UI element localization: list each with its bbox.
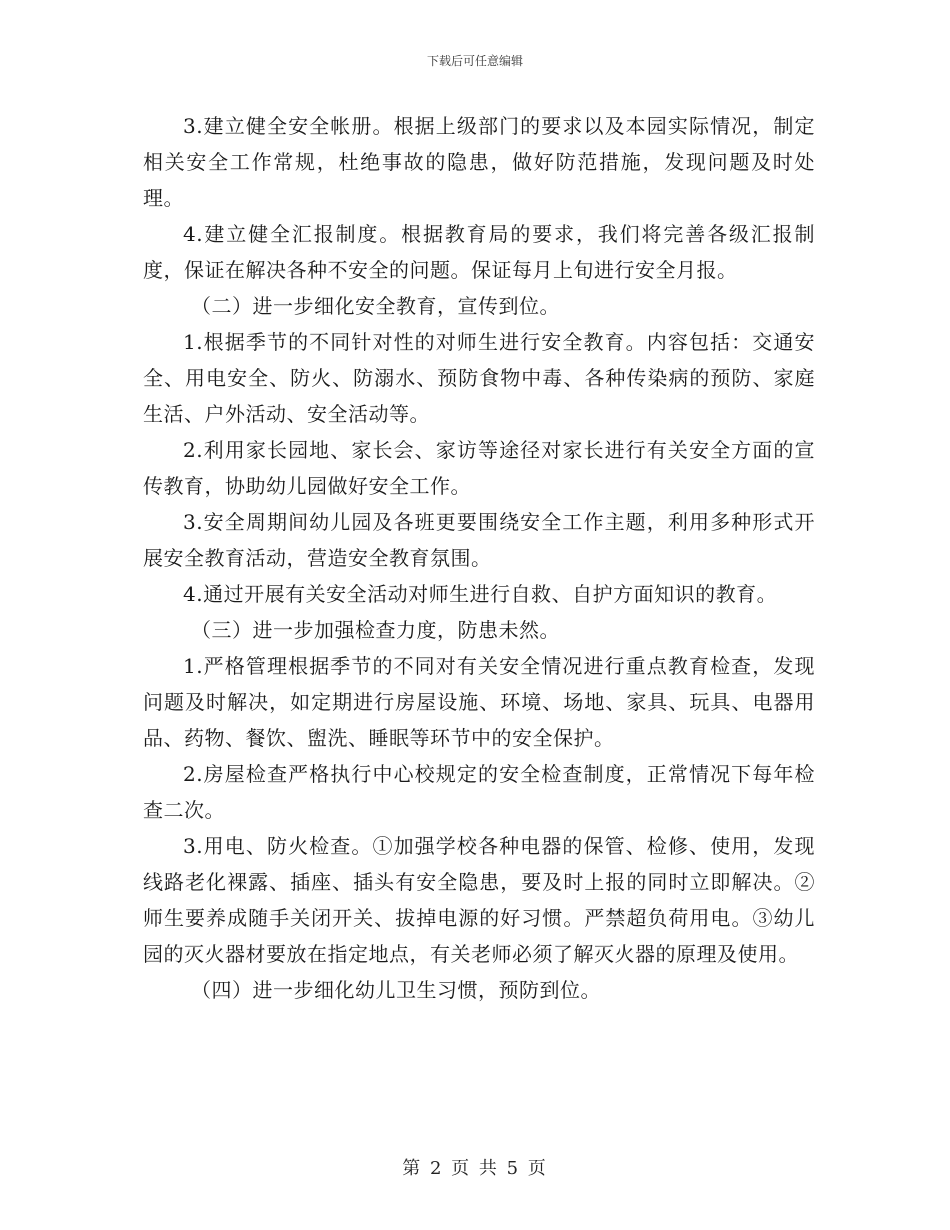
section-heading: （四）进一步细化幼儿卫生习惯，预防到位。 (191, 978, 601, 1002)
paragraph: 1.严格管理根据季节的不同对有关安全情况进行重点教育检查，发现问题及时解决，如定期进行房屋设施、环境、场地、家具、玩具、电器用品、药物、餐饮、盥洗、睡眠等环节中的安全保护。 (143, 654, 815, 750)
paragraph: 1.根据季节的不同针对性的对师生进行安全教育。内容包括：交通安全、用电安全、防火、防溺水、预防食物中毒、各种传染病的预防、家庭生活、户外活动、安全活动等。 (143, 330, 815, 426)
paragraph: 3.安全周期间幼儿园及各班更要围绕安全工作主题，利用多种形式开展安全教育活动，营造安全教育氛围。 (143, 510, 815, 570)
paragraph: 2.利用家长园地、家长会、家访等途径对家长进行有关安全方面的宣传教育，协助幼儿园做好安全工作。 (143, 438, 815, 498)
paragraph: 4.建立健全汇报制度。根据教育局的要求，我们将完善各级汇报制度，保证在解决各种不安全的问题。保证每月上旬进行安全月报。 (143, 222, 815, 282)
section-heading: （二）进一步细化安全教育，宣传到位。 (191, 294, 560, 318)
document-body (143, 108, 815, 1008)
paragraph: 2.房屋检查严格执行中心校规定的安全检查制度，正常情况下每年检查二次。 (143, 762, 815, 822)
page-number: 第 2 页 共 5 页 (402, 1158, 548, 1179)
paragraph: 3.用电、防火检查。①加强学校各种电器的保管、检修、使用，发现线路老化裸露、插座、插头有安全隐患，要及时上报的同时立即解决。②师生要养成随手关闭开关、拔掉电源的好习惯。严禁超负荷用电。③幼儿园的灭火器材要放在指定地点，有关老师必须了解灭火器的原理及使用。 (143, 834, 815, 966)
section-heading: （三）进一步加强检查力度，防患未然。 (191, 618, 560, 642)
page-header: 下载后可任意编辑 (426, 54, 523, 68)
paragraph: 3.建立健全安全帐册。根据上级部门的要求以及本园实际情况，制定相关安全工作常规，杜绝事故的隐患，做好防范措施，发现问题及时处理。 (143, 114, 815, 210)
paragraph: 4.通过开展有关安全活动对师生进行自救、自护方面知识的教育。 (183, 582, 778, 606)
